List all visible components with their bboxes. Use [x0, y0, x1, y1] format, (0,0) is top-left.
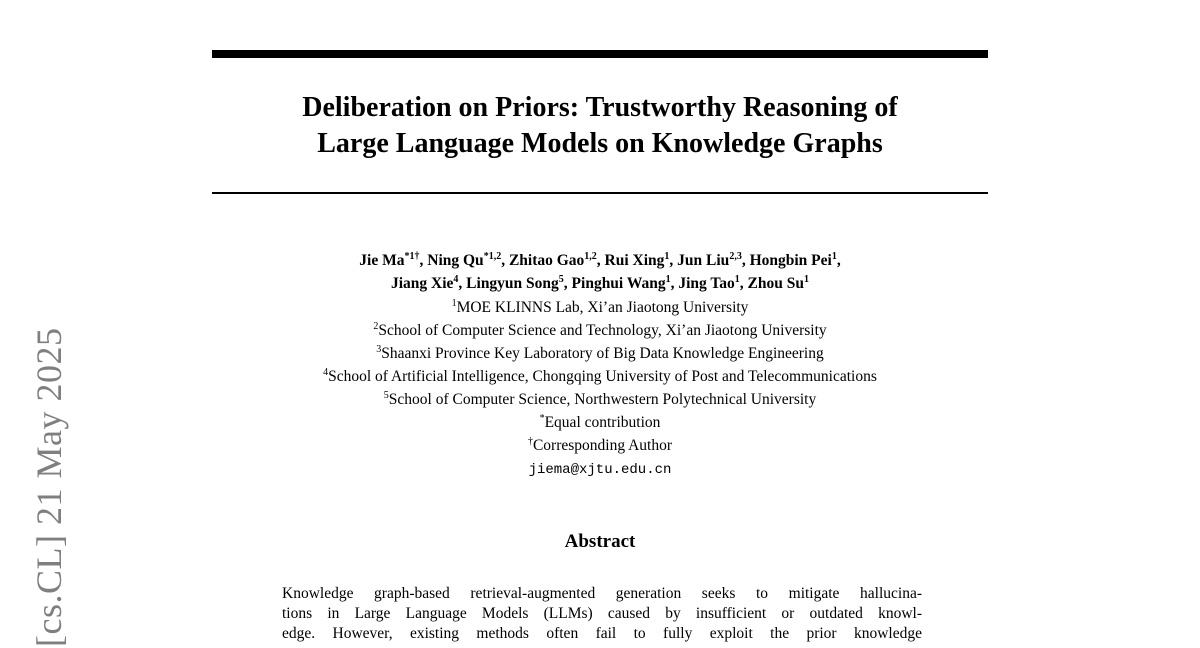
abstract-line: Knowledge graph-based retrieval-augmented generation seeks to mitigate hallucina-: [282, 585, 922, 602]
author-name: Jun Liu: [677, 252, 730, 269]
affiliation-sup: 3: [376, 344, 382, 355]
author-name: Jiang Xie: [390, 275, 454, 292]
affiliation-sup: 4: [323, 367, 329, 378]
affiliation-line: [192, 411, 1008, 434]
paper-title: [212, 90, 988, 162]
affiliation-text: School of Computer Science, Northwestern Polytechnical University: [388, 391, 817, 408]
author-sup: 1: [665, 274, 671, 285]
author-sup: 5: [558, 274, 564, 285]
title-line-1: Deliberation on Priors: Trustworthy Reasoning of: [302, 92, 898, 123]
affiliation-sup: 2: [373, 321, 379, 332]
affiliation-line: [192, 388, 1008, 411]
author-name: Jie Ma: [359, 252, 405, 269]
affiliation-line: [192, 365, 1008, 388]
author-name: Zhou Su: [747, 275, 804, 292]
abstract-heading: Abstract: [564, 531, 636, 552]
affiliation-sup: †: [527, 436, 533, 447]
affiliation-text: School of Artificial Intelligence, Chongqing University of Post and Telecommunications: [328, 368, 877, 385]
arxiv-stamp-text: [cs.CL] 21 May 2025: [29, 327, 69, 647]
author-line-1: Jie $Ma^{*1\dagger}$, Ning Qu$^{*1,2}$, Zhitao Gao$^{1,2}$, Rui Xing$^1$, Jun Liu$^{2,3}$, Hongbin Pei$^1$,: [359, 251, 841, 269]
author-sup: 4: [453, 274, 459, 285]
affiliation-line: [192, 342, 1008, 365]
title-line-2: Large Language Models on Knowledge Graphs: [317, 128, 883, 159]
affiliation-text: Corresponding Author: [532, 437, 673, 454]
author-email[interactable]: jiema@xjtu.edu.cn: [528, 462, 672, 478]
author-sup: 1: [664, 251, 670, 262]
author-sup: 1,2: [584, 251, 597, 262]
affiliation-text: Shaanxi Province Key Laboratory of Big Data Knowledge Engineering: [381, 345, 824, 362]
affiliation-sup: 1: [451, 298, 457, 309]
arxiv-side-stamp: [28, 300, 68, 648]
author-name: Hongbin Pei: [749, 252, 832, 269]
author-sup: 1: [804, 274, 809, 285]
top-rule: [212, 50, 988, 58]
author-sup: 2,3: [729, 251, 742, 262]
author-name: Zhitao Gao: [508, 252, 585, 269]
author-list: [212, 249, 988, 295]
author-sup: 1: [831, 251, 837, 262]
affiliation-sup: *: [539, 413, 545, 424]
affiliation-text: School of Computer Science and Technology, Xi’an Jiaotong University: [378, 322, 827, 339]
author-line-2: Jiang Xie$^4$, Lingyun Song$^5$, Pinghui Wang$^1$, Jing Tao$^1$, Zhou Su$^1$: [390, 274, 809, 292]
abstract-line: edge. However, existing methods often fail to fully exploit the prior knowledge: [282, 625, 922, 642]
author-sup: *1,2: [483, 251, 502, 262]
author-name: Jing Tao: [678, 275, 735, 292]
affiliation-text: Equal contribution: [544, 414, 661, 431]
email-line: [192, 457, 1008, 482]
affiliation-line: [192, 434, 1008, 457]
affiliation-list: [192, 296, 1008, 482]
author-sup: *1†: [404, 251, 420, 262]
affiliation-line: [192, 296, 1008, 319]
abstract-line: tions in Large Language Models (LLMs) caused by insufficient or outdated knowl-: [282, 605, 922, 622]
author-name: Ning Qu: [427, 252, 484, 269]
author-name: Pinghui Wang: [571, 275, 666, 292]
affiliation-text: MOE KLINNS Lab, Xi’an Jiaotong University: [456, 299, 749, 316]
abstract-body: [282, 584, 922, 644]
author-name: Rui Xing: [604, 252, 665, 269]
author-name: Lingyun Song: [466, 275, 559, 292]
title-rule: [212, 192, 988, 194]
affiliation-line: [192, 319, 1008, 342]
affiliation-sup: 5: [383, 390, 389, 401]
author-sup: 1: [734, 274, 740, 285]
